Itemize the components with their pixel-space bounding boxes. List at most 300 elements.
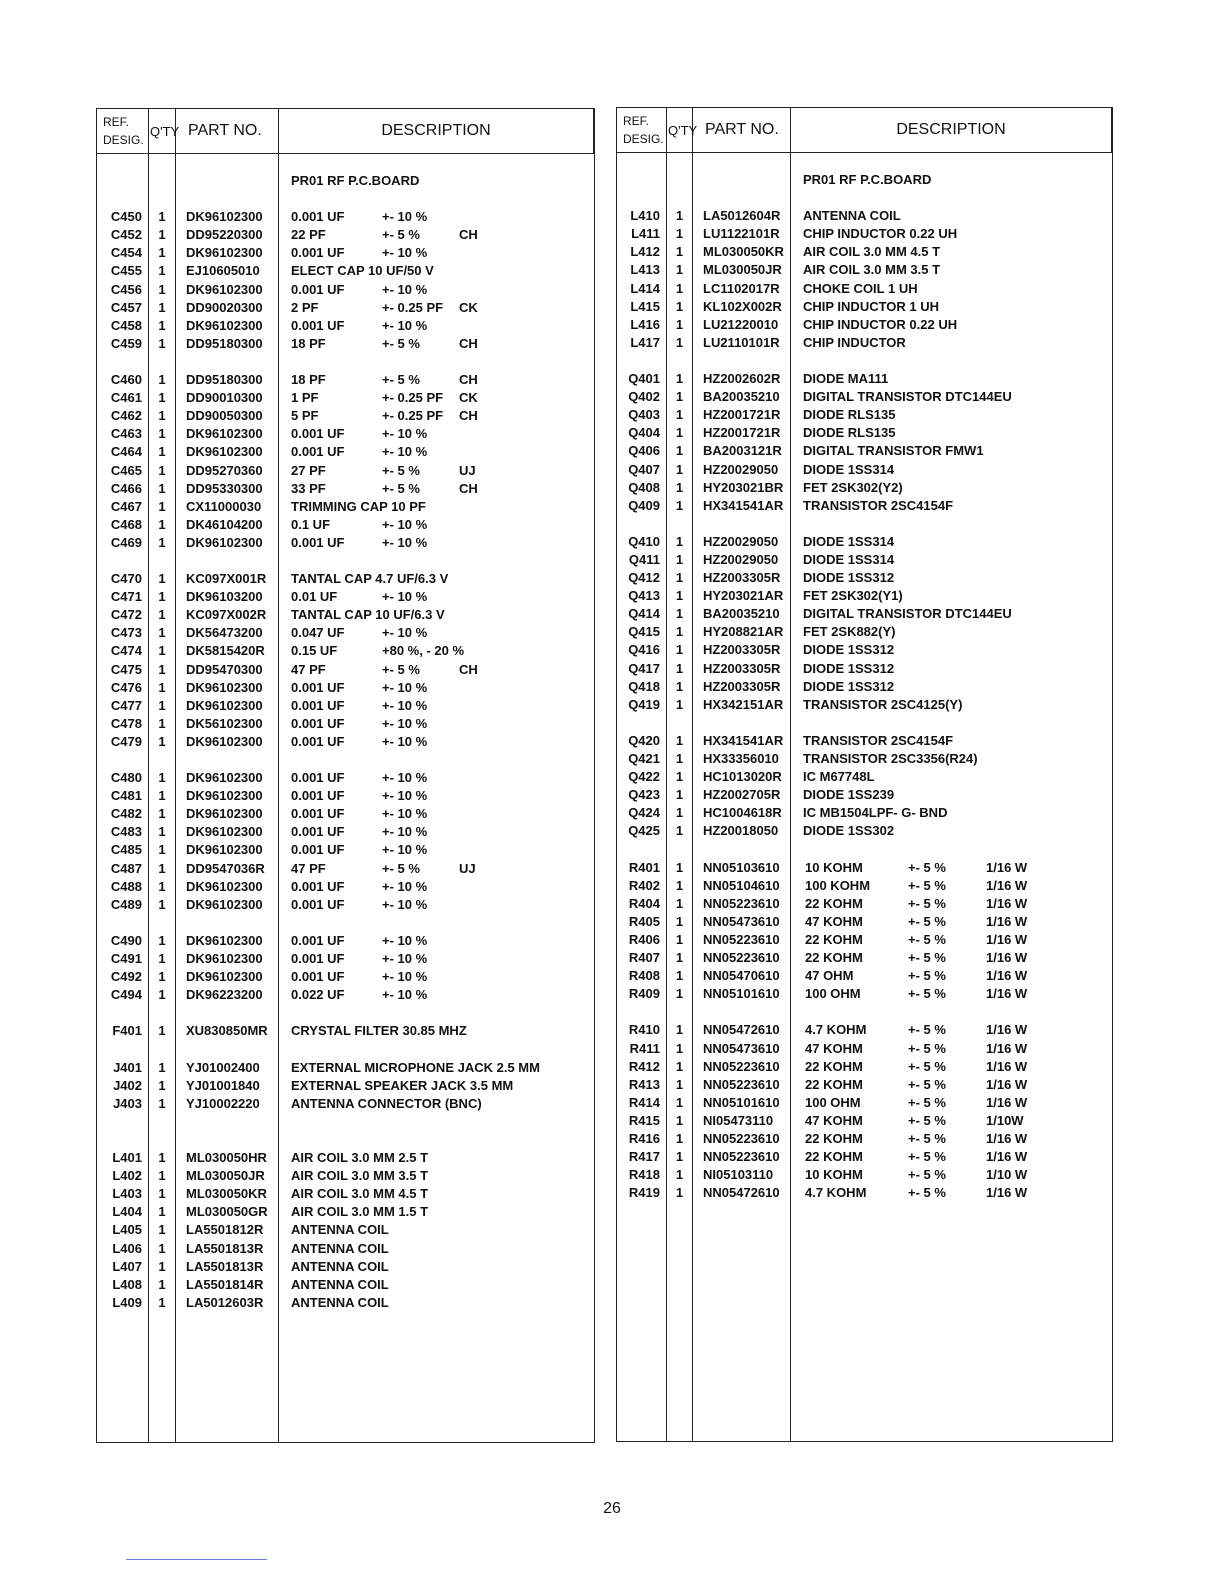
description-cell <box>791 804 1112 822</box>
ref-desig: Q410 <box>628 533 660 549</box>
quantity: 1 <box>675 588 684 604</box>
resistor-value: 22 KOHM <box>805 1058 863 1074</box>
description-cell <box>791 1130 1112 1148</box>
quantity: 1 <box>158 444 166 460</box>
description: TANTAL CAP 4.7 UF/6.3 V <box>291 571 449 587</box>
part-number: DD90010300 <box>186 390 263 406</box>
quantity: 1 <box>675 1167 684 1183</box>
description-cell <box>279 1167 594 1185</box>
row-gap <box>617 840 666 858</box>
description-cell <box>791 442 1112 460</box>
description-cell <box>279 443 594 461</box>
part-number: NN05470610 <box>703 968 780 984</box>
description-cell <box>279 823 594 841</box>
quantity: 1 <box>675 1130 684 1146</box>
header-description: DESCRIPTION <box>791 108 1112 153</box>
ref-desig: Q411 <box>628 551 660 567</box>
description-cell <box>791 298 1112 316</box>
part-number: NN05223610 <box>703 931 780 947</box>
row-gap <box>791 352 1112 370</box>
ref-desig: C489 <box>110 896 142 912</box>
description-cell <box>791 641 1112 659</box>
row-gap <box>791 840 1112 858</box>
quantity: 1 <box>675 859 684 875</box>
quantity: 1 <box>158 209 166 225</box>
wattage: 1/16 W <box>986 950 1028 966</box>
quantity: 1 <box>675 334 684 350</box>
ref-desig: L402 <box>112 1168 142 1184</box>
tolerance: +- 5 % <box>908 931 946 947</box>
column-ref <box>97 154 149 1442</box>
header-ref-line1: REF. <box>103 115 130 129</box>
row-gap <box>693 515 790 533</box>
wattage: 1/16 W <box>986 968 1028 984</box>
description: 0.001 UF <box>291 932 345 948</box>
description-cell <box>279 606 594 624</box>
part-number: HZ20018050 <box>703 823 779 839</box>
description-cell <box>791 732 1112 750</box>
part-number: DK46104200 <box>186 516 263 532</box>
description: AIR COIL 3.0 MM 3.5 T <box>291 1168 429 1184</box>
temp-code: CH <box>459 661 478 677</box>
description-cell <box>791 261 1112 279</box>
ref-desig: Q407 <box>628 461 660 477</box>
blank-cell <box>667 171 692 189</box>
temp-code: CK <box>459 390 478 406</box>
ref-desig: L417 <box>630 334 660 350</box>
description-cell <box>791 623 1112 641</box>
header-qty: Q'TY <box>667 108 693 153</box>
part-number: DK96102300 <box>186 842 263 858</box>
row-gap <box>279 552 594 570</box>
description: DIGITAL TRANSISTOR FMW1 <box>803 443 984 459</box>
part-number: XU830850MR <box>186 1023 268 1039</box>
description-cell <box>279 1203 594 1221</box>
tolerance: +- 5 % <box>382 227 420 243</box>
description: 0.15 UF <box>291 643 338 659</box>
tolerance: +- 5 % <box>382 462 420 478</box>
tolerance: +- 5 % <box>908 950 946 966</box>
quantity: 1 <box>675 208 684 224</box>
description: EXTERNAL MICROPHONE JACK 2.5 MM <box>291 1059 540 1075</box>
description-cell <box>279 1185 594 1203</box>
part-number: BA20035210 <box>703 606 780 622</box>
description-cell <box>279 570 594 588</box>
row-gap <box>667 840 692 858</box>
ref-desig: Q418 <box>628 678 660 694</box>
description-cell <box>279 697 594 715</box>
wattage: 1/16 W <box>986 1058 1028 1074</box>
description-cell <box>279 950 594 968</box>
row-gap <box>97 190 148 208</box>
quantity: 1 <box>158 534 166 550</box>
blank-cell <box>693 171 790 189</box>
resistor-value: 100 OHM <box>805 1094 861 1110</box>
quantity: 1 <box>158 896 166 912</box>
description: 0.001 UF <box>291 770 345 786</box>
part-number: BA2003121R <box>703 443 782 459</box>
part-number: HY208821AR <box>703 624 784 640</box>
ref-desig: L405 <box>112 1222 142 1238</box>
description-cell <box>791 280 1112 298</box>
quantity: 1 <box>158 1294 166 1310</box>
part-number: ML030050GR <box>186 1204 268 1220</box>
ref-desig: L408 <box>112 1276 142 1292</box>
tolerance: +- 5 % <box>382 372 420 388</box>
part-number: EJ10605010 <box>186 263 260 279</box>
wattage: 1/16 W <box>986 986 1028 1002</box>
tolerance: +- 5 % <box>382 480 420 496</box>
quantity: 1 <box>158 788 166 804</box>
row-gap <box>279 1004 594 1022</box>
part-number: DD95220300 <box>186 227 263 243</box>
header-ref-line2: DESIG. <box>623 132 664 146</box>
header-part-no: PART NO. <box>693 108 791 153</box>
description-cell <box>791 1112 1112 1130</box>
description-cell <box>791 243 1112 261</box>
description: 0.001 UF <box>291 969 345 985</box>
description: 47 PF <box>291 661 326 677</box>
ref-desig: L407 <box>112 1258 142 1274</box>
description: 0.022 UF <box>291 987 345 1003</box>
ref-desig: C491 <box>110 951 142 967</box>
ref-desig: Q424 <box>628 805 660 821</box>
description-cell <box>279 498 594 516</box>
part-number: KL102X002R <box>703 298 782 314</box>
description-cell <box>791 551 1112 569</box>
quantity: 1 <box>675 1040 684 1056</box>
quantity: 1 <box>675 226 684 242</box>
description: 0.001 UF <box>291 824 345 840</box>
row-gap <box>693 189 790 207</box>
quantity: 1 <box>158 1276 166 1292</box>
part-number: NN05223610 <box>703 1149 780 1165</box>
quantity: 1 <box>675 371 684 387</box>
quantity: 1 <box>675 533 684 549</box>
description-cell <box>791 696 1112 714</box>
ref-desig: F401 <box>112 1023 142 1039</box>
part-number: ML030050KR <box>186 1186 267 1202</box>
row-gap <box>791 714 1112 732</box>
part-number: DD95330300 <box>186 480 263 496</box>
description: ANTENNA COIL <box>291 1258 389 1274</box>
tolerance: +- 5 % <box>908 1130 946 1146</box>
row-gap <box>693 714 790 732</box>
part-number: HX342151AR <box>703 696 784 712</box>
description: 0.001 UF <box>291 697 345 713</box>
description-cell <box>279 679 594 697</box>
part-number: NN05101610 <box>703 986 780 1002</box>
part-number: HZ2003305R <box>703 660 781 676</box>
quantity: 1 <box>158 498 166 514</box>
quantity: 1 <box>158 390 166 406</box>
quantity: 1 <box>675 931 684 947</box>
tolerance: +- 5 % <box>382 335 420 351</box>
description-cell <box>279 1276 594 1294</box>
description-cell <box>279 244 594 262</box>
tolerance: +- 5 % <box>908 913 946 929</box>
tolerance: +- 10 % <box>382 733 428 749</box>
parts-table-right <box>616 107 1113 1442</box>
description-cell <box>279 642 594 660</box>
description: CRYSTAL FILTER 30.85 MHZ <box>291 1023 467 1039</box>
quantity: 1 <box>158 1023 166 1039</box>
part-number: YJ10002220 <box>186 1095 260 1111</box>
quantity: 1 <box>158 951 166 967</box>
row-gap <box>791 189 1112 207</box>
part-number: DK96102300 <box>186 824 263 840</box>
ref-desig: R415 <box>628 1112 660 1128</box>
column-qty <box>667 153 693 1441</box>
row-gap <box>617 714 666 732</box>
description: DIODE MA111 <box>803 371 889 387</box>
quantity: 1 <box>675 1076 684 1092</box>
description-cell <box>279 932 594 950</box>
description-cell <box>279 425 594 443</box>
part-number: LA5501812R <box>186 1222 264 1238</box>
ref-desig: Q401 <box>628 371 660 387</box>
column-desc <box>791 153 1112 1441</box>
header-part-no: PART NO. <box>176 109 279 154</box>
quantity: 1 <box>675 461 684 477</box>
description: AIR COIL 3.0 MM 4.5 T <box>291 1186 429 1202</box>
tolerance: +- 10 % <box>382 987 428 1003</box>
part-number: NN05223610 <box>703 895 780 911</box>
quantity: 1 <box>158 1186 166 1202</box>
description-cell <box>279 262 594 280</box>
quantity: 1 <box>675 805 684 821</box>
ref-desig: L406 <box>112 1240 142 1256</box>
tolerance: +- 10 % <box>382 969 428 985</box>
row-gap <box>667 1003 692 1021</box>
ref-desig: R402 <box>628 877 660 893</box>
description: 47 PF <box>291 860 326 876</box>
ref-desig: J402 <box>113 1077 142 1093</box>
ref-desig: C465 <box>110 462 142 478</box>
description-cell <box>791 967 1112 985</box>
row-gap <box>667 714 692 732</box>
resistor-value: 22 KOHM <box>805 1149 863 1165</box>
description: CHOKE COIL 1 UH <box>803 280 918 296</box>
description-cell <box>791 370 1112 388</box>
description: ANTENNA COIL <box>291 1222 389 1238</box>
resistor-value: 22 KOHM <box>805 931 863 947</box>
tolerance: +- 5 % <box>908 859 946 875</box>
quantity: 1 <box>158 571 166 587</box>
description: 0.001 UF <box>291 444 345 460</box>
description: IC MB1504LPF- G- BND <box>803 805 948 821</box>
description-cell <box>279 787 594 805</box>
quantity: 1 <box>158 643 166 659</box>
ref-desig: C464 <box>110 444 142 460</box>
part-number: DD95270360 <box>186 462 263 478</box>
part-number: NN05223610 <box>703 1076 780 1092</box>
tolerance: +- 10 % <box>382 951 428 967</box>
quantity: 1 <box>158 299 166 315</box>
row-gap <box>149 1131 175 1149</box>
description: AIR COIL 3.0 MM 4.5 T <box>803 244 941 260</box>
description: 0.001 UF <box>291 878 345 894</box>
description-cell <box>791 985 1112 1003</box>
description: 0.001 UF <box>291 534 345 550</box>
part-number: DK96102300 <box>186 896 263 912</box>
tolerance: +- 5 % <box>908 1167 946 1183</box>
quantity: 1 <box>675 1058 684 1074</box>
description-cell <box>791 533 1112 551</box>
part-number: NI05473110 <box>703 1112 774 1128</box>
resistor-value: 10 KOHM <box>805 859 863 875</box>
quantity: 1 <box>158 1258 166 1274</box>
temp-code: UJ <box>459 462 476 478</box>
tolerance: +- 5 % <box>908 1149 946 1165</box>
tolerance: +- 5 % <box>382 661 420 677</box>
description: TRANSISTOR 2SC4125(Y) <box>803 696 963 712</box>
part-number: NN05223610 <box>703 1058 780 1074</box>
description: 5 PF <box>291 408 319 424</box>
part-number: HZ20029050 <box>703 533 779 549</box>
ref-desig: R407 <box>628 950 660 966</box>
ref-desig: R409 <box>628 986 660 1002</box>
part-number: DK96103200 <box>186 589 263 605</box>
row-gap <box>617 352 666 370</box>
footer-rule <box>126 1559 267 1560</box>
part-number: NN05472610 <box>703 1185 780 1201</box>
description-cell <box>279 317 594 335</box>
description-cell <box>791 388 1112 406</box>
parts-table-left <box>96 108 595 1443</box>
part-number: ML030050KR <box>703 244 784 260</box>
tolerance: +- 10 % <box>382 426 428 442</box>
description-cell <box>279 878 594 896</box>
ref-desig: R418 <box>628 1167 660 1183</box>
row-gap <box>693 840 790 858</box>
ref-desig: R419 <box>628 1185 660 1201</box>
row-gap <box>693 1003 790 1021</box>
quantity: 1 <box>158 335 166 351</box>
tolerance: +- 0.25 PF <box>382 390 444 406</box>
row-gap <box>617 189 666 207</box>
description: EXTERNAL SPEAKER JACK 3.5 MM <box>291 1077 514 1093</box>
row-gap <box>176 1131 278 1149</box>
quantity: 1 <box>158 516 166 532</box>
header-description: DESCRIPTION <box>279 109 594 154</box>
column-part <box>693 153 791 1441</box>
tolerance: +- 10 % <box>382 896 428 912</box>
row-gap <box>97 1041 148 1059</box>
description: 18 PF <box>291 335 326 351</box>
quantity: 1 <box>675 877 684 893</box>
part-number: NN05472610 <box>703 1022 780 1038</box>
tolerance: +- 10 % <box>382 806 428 822</box>
quantity: 1 <box>675 1094 684 1110</box>
column-part <box>176 154 279 1442</box>
quantity: 1 <box>158 607 166 623</box>
description: 22 PF <box>291 227 326 243</box>
part-number: NN05223610 <box>703 950 780 966</box>
ref-desig: C492 <box>110 969 142 985</box>
tolerance: +- 5 % <box>908 1112 946 1128</box>
description-cell <box>279 299 594 317</box>
quantity: 1 <box>675 443 684 459</box>
description-cell <box>279 1022 594 1040</box>
quantity: 1 <box>675 895 684 911</box>
description: 0.001 UF <box>291 679 345 695</box>
ref-desig: R414 <box>628 1094 660 1110</box>
part-number: YJ01001840 <box>186 1077 260 1093</box>
description-cell <box>279 769 594 787</box>
row-gap <box>97 1131 148 1149</box>
ref-desig: Q415 <box>628 624 660 640</box>
row-gap <box>149 552 175 570</box>
ref-desig: L410 <box>630 208 660 224</box>
quantity: 1 <box>675 624 684 640</box>
tolerance: +- 10 % <box>382 317 428 333</box>
description-cell <box>791 406 1112 424</box>
ref-desig: C470 <box>110 571 142 587</box>
ref-desig: C473 <box>110 625 142 641</box>
description: 2 PF <box>291 299 319 315</box>
description: DIODE 1SS312 <box>803 570 895 586</box>
ref-desig: C472 <box>110 607 142 623</box>
tolerance: +- 0.25 PF <box>382 408 444 424</box>
blank-cell <box>97 172 148 190</box>
tolerance: +- 10 % <box>382 534 428 550</box>
ref-desig: R411 <box>629 1040 660 1056</box>
column-ref <box>617 153 667 1441</box>
part-number: DK96102300 <box>186 770 263 786</box>
part-number: DD95180300 <box>186 335 263 351</box>
ref-desig: R410 <box>628 1022 660 1038</box>
ref-desig: C478 <box>110 715 142 731</box>
description-cell <box>791 895 1112 913</box>
part-number: NI05103110 <box>703 1167 774 1183</box>
description: 0.001 UF <box>291 842 345 858</box>
temp-code: CH <box>459 335 478 351</box>
board-title: PR01 RF P.C.BOARD <box>291 173 420 188</box>
ref-desig: C479 <box>110 733 142 749</box>
description-cell <box>279 805 594 823</box>
description-cell <box>791 1021 1112 1039</box>
quantity: 1 <box>158 661 166 677</box>
description-cell <box>791 1076 1112 1094</box>
description: DIODE RLS135 <box>803 425 896 441</box>
tolerance: +- 5 % <box>908 986 946 1002</box>
ref-desig: Q408 <box>628 479 660 495</box>
quantity: 1 <box>675 407 684 423</box>
header-ref-line2: DESIG. <box>103 133 144 147</box>
ref-desig: L416 <box>630 316 660 332</box>
row-gap <box>97 751 148 769</box>
ref-desig: C490 <box>110 932 142 948</box>
tolerance: +- 0.25 PF <box>382 299 444 315</box>
row-gap <box>617 1003 666 1021</box>
header-ref-desig <box>97 109 149 154</box>
description-cell <box>791 822 1112 840</box>
ref-desig: C474 <box>110 643 142 659</box>
ref-desig: R412 <box>628 1058 660 1074</box>
part-number: HY203021AR <box>703 588 784 604</box>
description-cell <box>279 968 594 986</box>
part-number: KC097X001R <box>186 571 267 587</box>
part-number: DK96102300 <box>186 788 263 804</box>
description: 0.001 UF <box>291 317 345 333</box>
description: CHIP INDUCTOR <box>803 334 906 350</box>
column-desc <box>279 154 594 1442</box>
part-number: NN05473610 <box>703 913 780 929</box>
description-cell <box>791 678 1112 696</box>
ref-desig: Q413 <box>628 588 660 604</box>
ref-desig: R404 <box>628 895 660 911</box>
